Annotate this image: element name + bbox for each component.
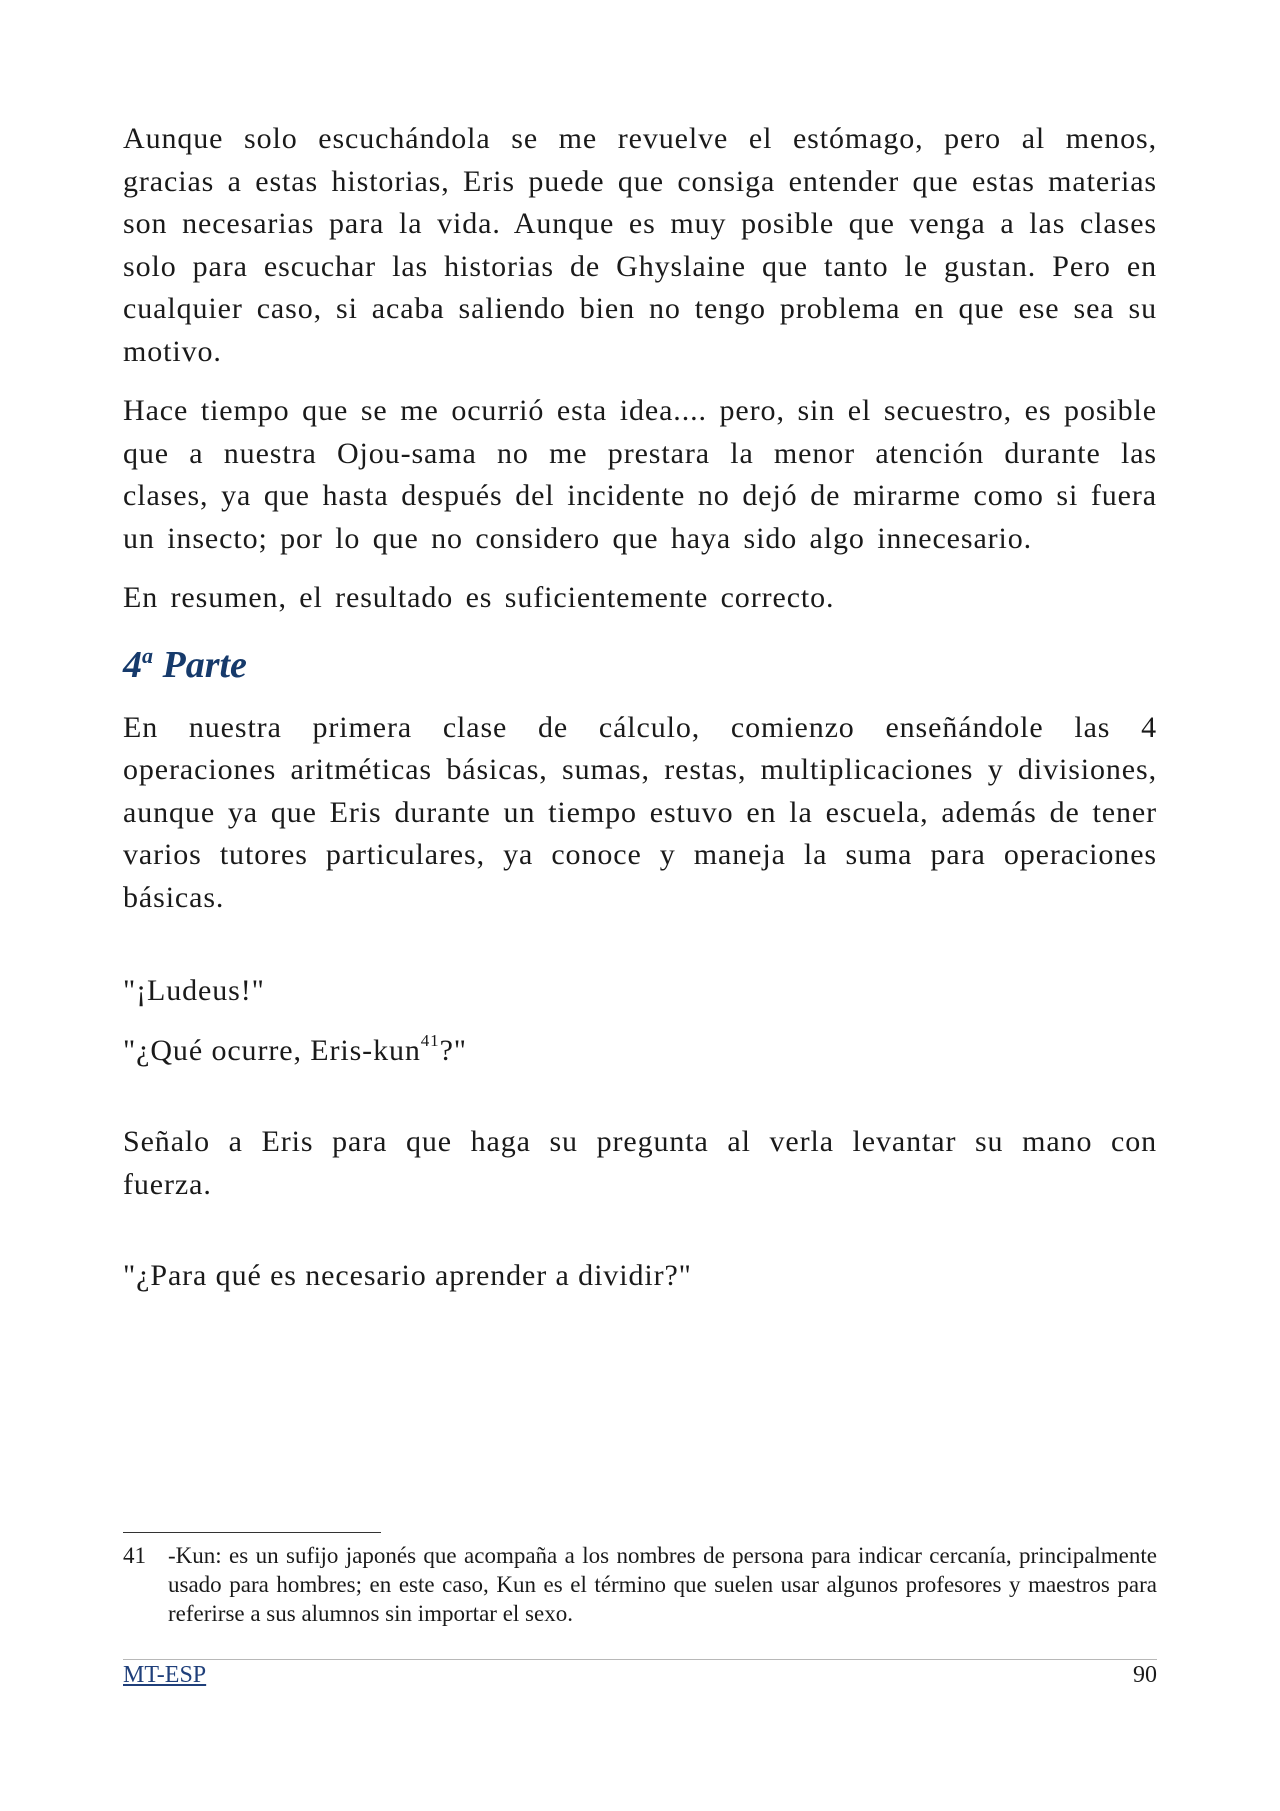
section-ordinal: a	[142, 642, 153, 668]
section-paragraph: En nuestra primera clase de cálculo, comienzo enseñándole las 4 operaciones aritméticas básicas, sumas, restas, multiplicaciones y divisiones, aunque ya que Eris durante un tiempo estuvo en la escuela, además de tener varios tutores particulares, ya conoce y maneja la suma para operaciones básicas.	[123, 710, 1157, 914]
paragraph-3: En resumen, el resultado es suficientemente correcto.	[123, 581, 835, 614]
paragraph-2: Hace tiempo que se me ocurrió esta idea.... pero, sin el secuestro, es posible que a nuestra Ojou-sama no me prestara la menor atención durante las clases, ya que hasta después del incidente no dejó de mirarme como si fuera un insecto; por lo que no considero que haya sido algo innecesario.	[123, 394, 1157, 555]
footnote-text: -Kun: es un sufijo japonés que acompaña a los nombres de persona para indicar cercanía, principalmente usado para hombres; en este caso, Kun es el término que suelen usar algunos profesores y maestros para referirse a sus alumnos sin importar el sexo.	[168, 1543, 1157, 1626]
dialogue-line-2-text: "¿Qué ocurre, Eris-kun	[123, 1033, 421, 1067]
footnote-reference[interactable]: 41	[420, 1030, 440, 1050]
footnote-separator	[123, 1532, 381, 1533]
section-heading	[123, 643, 1157, 687]
section-number: 4	[123, 643, 142, 686]
section-title: Parte	[162, 643, 247, 686]
footer-separator	[123, 1659, 1157, 1660]
page-number: 90	[1133, 1662, 1157, 1688]
footnote-number: 41	[123, 1543, 146, 1568]
footnote	[123, 1541, 1157, 1628]
dialogue-line-1: "¡Ludeus!"	[123, 974, 265, 1007]
paragraph-1: Aunque solo escuchándola se me revuelve el estómago, pero al menos, gracias a estas historias, Eris puede que consiga entender que estas materias son necesarias para la vida. Aunque es muy posible que venga a las clases solo para escuchar las historias de Ghyslaine que tanto le gustan. Pero en cualquier caso, si acaba saliendo bien no tengo problema en que ese sea su motivo.	[123, 122, 1157, 368]
footer-link[interactable]: MT-ESP	[123, 1662, 207, 1688]
dialogue-line-3: "¿Para qué es necesario aprender a dividir?"	[123, 1259, 692, 1292]
narration-paragraph: Señalo a Eris para que haga su pregunta al verla levantar su mano con fuerza.	[123, 1125, 1157, 1201]
page-body	[123, 118, 1157, 1315]
dialogue-line-2	[123, 1030, 1157, 1073]
dialogue-line-2-end: ?"	[439, 1033, 467, 1067]
